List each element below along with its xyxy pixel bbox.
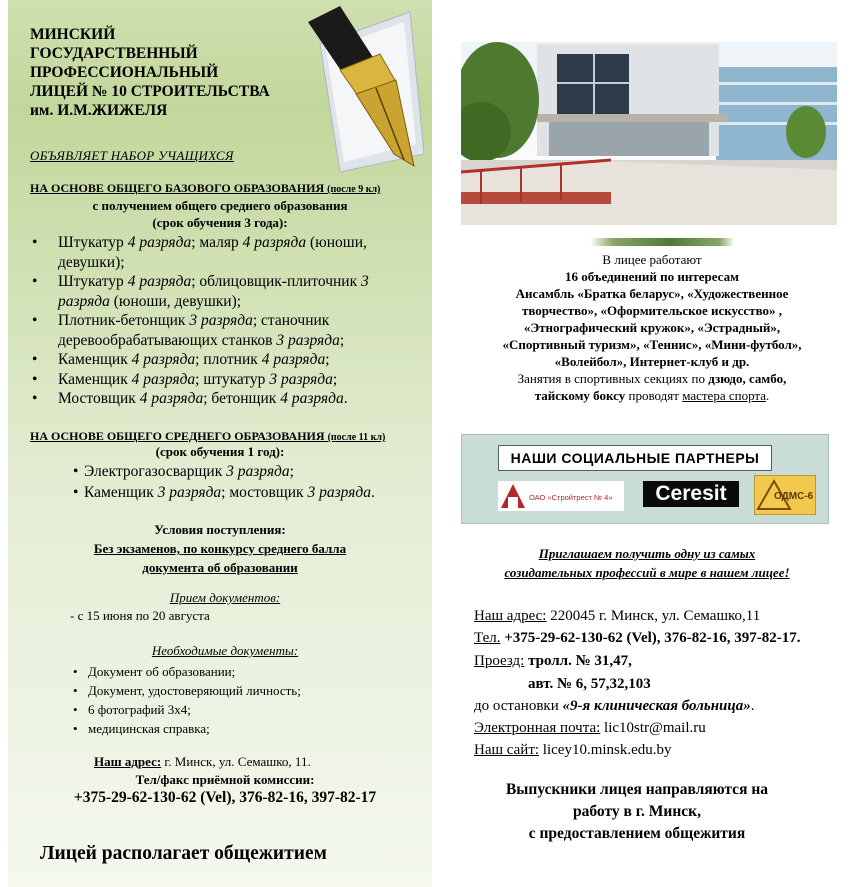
- transit-trolleybus: Проезд: тролл. № 31,47,: [474, 653, 632, 669]
- right-address: Наш адрес: 220045 г. Минск, ул. Семашко,11: [474, 608, 761, 624]
- list-item: • Каменщик 4 разряда; плотник 4 разряда;: [58, 350, 418, 370]
- website-link[interactable]: licey10.minsk.edu.by: [539, 742, 672, 758]
- activities-text: В лицее работают 16 объединений по интересам Ансамбль «Братка беларус», «Художественное творчество», «Оформительское искусство» , «Этнографический кружок», «Эстрадный», «Спортивный туризм», «Теннис», «Мини-футбол», «Волейбол», Интернет-клуб и др. Занятия в спортивных секциях по дзюдо, самбо, тайскому боксу проводят мастера спорта.: [502, 252, 802, 403]
- basic-education-heading: НА ОСНОВЕ ОБЩЕГО БАЗОВОГО ОБРАЗОВАНИЯ (после 9 кл): [30, 181, 381, 195]
- list-item: • Штукатур 4 разряда; облицовщик-плиточник 3 разряда (юноши, девушки);: [58, 272, 418, 311]
- lyceum-building-photo: [461, 42, 837, 225]
- secondary-education-heading: НА ОСНОВЕ ОБЩЕГО СРЕДНЕГО ОБРАЗОВАНИЯ (после 11 кл): [30, 429, 386, 443]
- list-item: • медицинская справка;: [88, 719, 301, 738]
- right-phone: Тел. +375-29-62-130-62 (Vel), 376-82-16, 397-82-17.: [474, 630, 801, 646]
- email: Электронная почта: lic10str@mail.ru: [474, 720, 706, 736]
- left-phones: +375-29-62-130-62 (Vel), 376-82-16, 397-82-17: [73, 789, 377, 806]
- email-link[interactable]: lic10str@mail.ru: [600, 720, 706, 736]
- lyceum-title: МИНСКИЙ ГОСУДАРСТВЕННЫЙ ПРОФЕССИОНАЛЬНЫЙ ЛИЦЕЙ № 10 СТРОИТЕЛЬСТВА им. И.М.ЖИЖЕЛЯ: [30, 26, 270, 119]
- basic-education-subtitle: с получением общего среднего образования (срок обучения 3 года):: [92, 198, 348, 230]
- stroytrest-logo-text: ОАО «Стройтрест № 4»: [529, 493, 613, 502]
- list-item: • Каменщик 4 разряда; штукатур 3 разряда;: [58, 370, 418, 390]
- left-address: Наш адрес: г. Минск, ул. Семашко, 11.: [94, 754, 311, 769]
- stroytrest-logo: [498, 481, 624, 511]
- reception-dates: - с 15 июня по 20 августа: [70, 608, 210, 623]
- basic-professions-list: [0, 233, 418, 409]
- list-item: • Документ об образовании;: [88, 662, 301, 681]
- ceresit-logo: Ceresit: [643, 481, 739, 507]
- odms6-logo: [754, 475, 816, 515]
- list-item: • Мостовщик 4 разряда; бетонщик 4 разряда.: [58, 389, 418, 409]
- secondary-education-subtitle: (срок обучения 1 год):: [155, 444, 285, 459]
- list-item: • Штукатур 4 разряда; маляр 4 разряда (юноши, девушки);: [58, 233, 418, 272]
- dormitory-note: Лицей располагает общежитием: [40, 843, 327, 864]
- bus-stop: до остановки «9-я клиническая больница».: [474, 698, 755, 714]
- partners-title: НАШИ СОЦИАЛЬНЫЕ ПАРТНЕРЫ: [498, 445, 772, 471]
- odms6-logo-text: ОДМС-6: [774, 491, 814, 502]
- secondary-professions-list: [0, 461, 504, 503]
- list-item: • Плотник-бетонщик 3 разряда; станочник деревообрабатывающих станков 3 разряда;: [58, 311, 418, 350]
- website: Наш сайт: licey10.minsk.edu.by: [474, 742, 672, 758]
- list-item: • 6 фотографий 3х4;: [88, 700, 301, 719]
- fax-label: Тел/факс приёмной комиссии:: [135, 772, 315, 787]
- list-item: • Каменщик 3 разряда; мостовщик 3 разряда.: [84, 482, 504, 503]
- reception-title: Прием документов:: [169, 590, 281, 605]
- list-item: • Документ, удостоверяющий личность;: [88, 681, 301, 700]
- enrollment-announcement: ОБЪЯВЛЯЕТ НАБОР УЧАЩИХСЯ: [30, 148, 234, 163]
- decorative-divider: [461, 238, 841, 246]
- graduates-note: Выпускники лицея направляются на работу в г. Минск, с предоставлением общежития: [505, 781, 769, 842]
- transit-bus: авт. № 6, 57,32,103: [528, 676, 651, 692]
- documents-title: Необходимые документы:: [151, 643, 299, 658]
- list-item: • Электрогазосварщик 3 разряда;: [84, 461, 504, 482]
- admission-conditions: Условия поступления: Без экзаменов, по конкурсу среднего балла документа об образовании: [93, 522, 347, 575]
- invitation: Приглашаем получить одну из самых созидательных профессий в мире в нашем лицее!: [504, 546, 790, 580]
- documents-list: [88, 662, 301, 738]
- partners-banner: [461, 434, 829, 524]
- fountain-pen-illustration: [300, 4, 426, 172]
